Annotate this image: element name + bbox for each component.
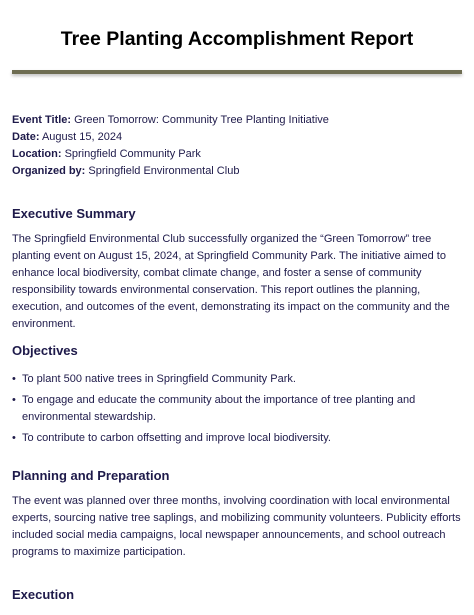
bullet-icon: • (12, 394, 16, 406)
objectives-heading: Objectives (12, 343, 78, 358)
title-divider (12, 70, 462, 74)
bullet-icon: • (12, 432, 16, 444)
planning-text: The event was planned over three months, involving coordination with local environmental experts, sourcing native tree saplings, and mobilizing community volunteers. Publicity efforts included social media campaigns, local newspaper announcements, and school outreach programs to maximize participation. (12, 495, 461, 558)
event-title-row (12, 112, 329, 129)
planning-heading: Planning and Preparation (12, 468, 170, 483)
executive-summary-heading: Executive Summary (12, 206, 136, 221)
objective-text: To plant 500 native trees in Springfield Community Park. (22, 373, 296, 385)
location-row (12, 146, 329, 163)
event-details (12, 112, 329, 180)
execution-heading: Execution (12, 587, 75, 602)
event-title-value: Green Tomorrow: Community Tree Planting Initiative (74, 114, 329, 126)
location-label: Location: (12, 148, 62, 160)
organizer-label: Organized by: (12, 165, 86, 177)
list-item (12, 371, 462, 388)
date-row (12, 129, 329, 146)
executive-summary-text: The Springfield Environmental Club successfully organized the “Green Tomorrow” tree planting event on August 15, 2024, at Springfield Community Park. The initiative aimed to enhance local biodiversity, combat climate change, and foster a sense of community responsibility towards environmental conservation. This report outlines the planning, execution, and outcomes of the event, demonstrating its impact on the community and the environment. (12, 233, 450, 330)
bullet-icon: • (12, 373, 16, 385)
objective-text: To engage and educate the community about the importance of tree planting and environmental stewardship. (22, 394, 416, 423)
location-value: Springfield Community Park (64, 148, 201, 160)
list-item (12, 392, 462, 426)
objectives-list (12, 371, 462, 451)
date-label: Date: (12, 131, 40, 143)
date-value: August 15, 2024 (41, 131, 123, 143)
list-item (12, 430, 462, 447)
organizer-value: Springfield Environmental Club (88, 165, 240, 177)
page-title: Tree Planting Accomplishment Report (60, 28, 414, 50)
event-title-label: Event Title: (12, 114, 72, 126)
objective-text: To contribute to carbon offsetting and improve local biodiversity. (22, 432, 331, 444)
organizer-row (12, 163, 329, 180)
